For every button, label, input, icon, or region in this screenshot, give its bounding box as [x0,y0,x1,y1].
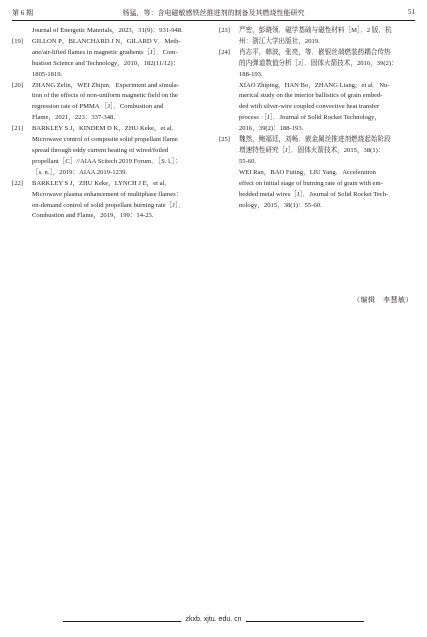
footer-rule-right [246,621,364,622]
running-header [12,6,415,20]
reference-entry [12,124,208,179]
reference-number: [22] [12,179,23,187]
reference-line: 的内弹道数值分析［J］．固体火箭技术，2016，39(2)： [239,59,398,67]
reference-number: [23] [219,27,230,34]
reference-line: 肖志平，韩波，张亮，等．嵌银丝端燃装药耦合传热 [239,48,391,56]
reference-line: BARKLEY S J，ZHU Keke，LYNCH J E，et al． [32,179,172,187]
reference-line: 增速特性研究［J］．固体火箭技术，2015，38(1)： [239,146,385,154]
reference-line: 2016，39(2)：188-193. [239,125,304,133]
reference-line: Journal of Energetic Materials，2023，31(9)：931-948. [32,27,183,34]
editor-note: （编辑 李慧敏） [353,296,413,304]
reference-number: [24] [219,48,230,56]
reference-line: on-demand control of solid propellant burning rate［J］． [32,201,185,209]
page-number: 51 [408,8,415,16]
reference-number: [25] [219,136,230,144]
reference-line: spread through eddy current heating of wired/foiled [32,146,169,154]
reference-line: 州：浙江大学出版社，2019. [239,37,320,45]
reference-line: XIAO Zhiping，HAN Bo，ZHANG Liang，et al．Nu- [239,81,390,89]
reference-entry [219,26,415,48]
reference-line: 1805-1819. [32,70,63,78]
reference-line: GILLON P，BLANCHARD J N，GILARD V．Meth- [32,37,181,45]
issue-number: 第 6 期 [12,9,33,17]
reference-entry [219,48,415,135]
reference-line: bustion Science and Technology，2010，182(11/12)： [32,59,180,67]
reference-line: ［s. n.］，2019：AIAA 2019-1239. [32,168,128,176]
reference-line: 188-193. [239,70,263,78]
reference-column-right [219,26,415,211]
reference-line: ane/air-lifted flames in magnetic gradients［J］．Com- [32,48,178,56]
reference-number: [21] [12,125,23,133]
reference-line: process ［J］．Journal of Solid Rocket Technology， [239,114,382,122]
reference-line: tion of the effects of non-uniform magnetic field on the [32,92,178,100]
reference-line: ZHANG Zelin，WEI Zhijun．Experiment and simula- [32,81,179,89]
reference-entry [12,179,208,223]
reference-number: [20] [12,81,23,89]
reference-entry [219,135,415,211]
reference-line: nology，2015，38(1)：55-60. [239,201,322,209]
reference-line: WEI Ran，BAO Futing，LIU Yang．Acceleration [239,168,376,176]
reference-line: merical study on the interior ballistics of grain embed- [239,92,383,100]
reference-line: ded with silver-wire coupled convective heat transfer [239,103,380,111]
reference-line: BARKLEY S J，KINDEM D K，ZHU Keke，et al． [32,125,179,133]
reference-column-left [12,26,208,222]
header-rule [12,20,415,21]
reference-entry [12,26,208,37]
reference-entry [12,81,208,125]
reference-number: [19] [12,37,23,45]
running-title: 杨猛，等：含电磁敏感铁丝推进剂的制备及其燃烧性能研究 [122,9,305,17]
reference-entry [12,37,208,81]
reference-line: 严密，彭晓领．磁学基础与磁性材料［M］．2 版．杭 [239,27,392,34]
reference-line: 55-60. [239,157,257,165]
reference-line: regression rate of PMMA ［J］．Combustion and [32,103,164,111]
footer-url: zkxb. xjtu. edu. cn [185,616,242,623]
reference-line: Flame，2021，223：337-348. [32,114,115,122]
reference-line: bedded metal wires［J］．Journal of Solid Rocket Tech- [239,190,389,198]
reference-line: Microwave control of composite solid propellant flame [32,136,178,144]
reference-line: propellant［C］//AIAA Scitech 2019 Forum．［S. l.］： [32,157,182,165]
reference-line: Combustion and Flame，2019，199：14-23. [32,212,154,220]
reference-line: Microwave plasma enhancement of multiphase flames： [32,190,183,198]
reference-line: 魏然，鲍福廷，刘畅．嵌金属丝推进剂燃烧起始阶段 [239,136,391,144]
reference-line: effect on initial stage of burning rate of grain with em- [239,179,383,187]
